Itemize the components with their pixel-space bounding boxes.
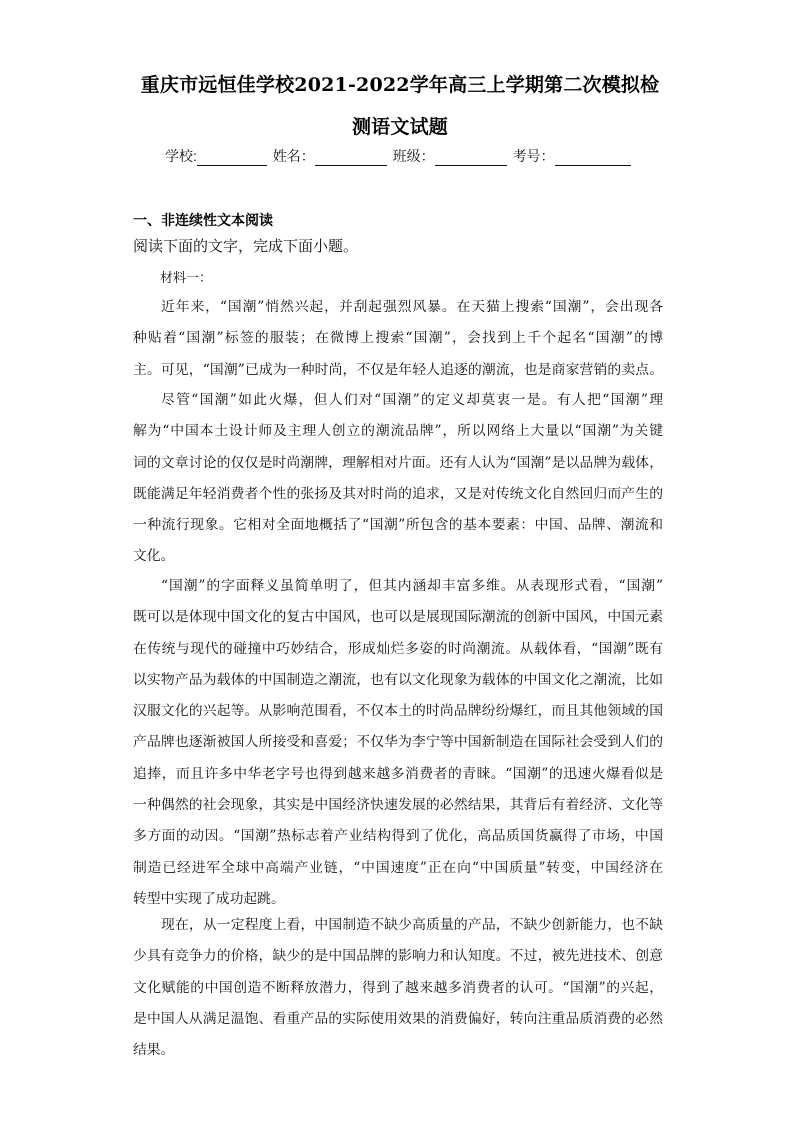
- paragraph-line: 转型中实现了成功起跳。: [133, 890, 285, 907]
- paragraph-line: 产品牌也逐渐被国人所接受和喜爱；不仅华为李宁等中国新制造在国际社会受到人们的: [133, 734, 663, 751]
- paragraph-line: “国潮”的字面释义虽简单明了，但其内涵却丰富多维。从表现形式看，“国潮”: [161, 578, 663, 594]
- paragraph-line: 现在，从一定程度上看，中国制造不缺少高质量的产品，不缺少创新能力，也不缺: [161, 917, 663, 933]
- school-blank[interactable]: [197, 150, 267, 166]
- name-label: 姓名：: [272, 148, 315, 164]
- section-heading: 一、非连续性文本阅读: [133, 212, 273, 228]
- paragraph-4: [133, 910, 663, 1066]
- number-blank[interactable]: [555, 150, 631, 166]
- paragraph-line: 主。可见，“国潮”已成为一种时尚，不仅是年轻人追逐的潮流，也是商家营销的卖点。: [133, 361, 663, 378]
- paragraph-line: 解为“中国本土设计师及主理人创立的潮流品牌”，所以网络上大量以“国潮”为关键: [133, 423, 663, 440]
- paragraph-line: 制造已经进军全球中高端产业链，“中国速度”正在向“中国质量”转变，中国经济在: [133, 859, 663, 876]
- paragraph-line: 一种偶然的社会现象，其实是中国经济快速发展的必然结果，其背后有着经济、文化等: [133, 797, 663, 814]
- paragraph-line: 尽管“国潮”如此火爆，但人们对“国潮”的定义却莫衷一是。有人把“国潮”理: [161, 392, 663, 408]
- number-label: 考号：: [512, 148, 555, 164]
- material-label: 材料一：: [160, 271, 213, 286]
- paragraph-line: 既能满足年轻消费者个性的张扬及其对时尚的追求，又是对传统文化自然回归而产生的: [133, 485, 663, 502]
- name-blank[interactable]: [315, 150, 387, 166]
- paragraph-1: [133, 292, 663, 386]
- paragraph-line: 是中国人从满足温饱、看重产品的实际使用效果的消费偏好，转向注重品质消费的必然: [133, 1010, 663, 1027]
- document-title-line-1: 重庆市远恒佳学校2021-2022学年高三上学期第二次模拟检: [140, 74, 660, 96]
- paragraph-line: 追捧，而且许多中华老字号也得到越来越多消费者的青睐。“国潮”的迅速火爆看似是: [133, 765, 663, 782]
- class-label: 班级：: [392, 148, 435, 164]
- paragraph-line: 种贴着“国潮”标签的服装；在微博上搜索“国潮”，会找到上千个起名“国潮”的博: [133, 330, 663, 347]
- paragraph-line: 近年来，“国潮”悄然兴起，并刮起强烈风暴。在天猫上搜索“国潮”，会出现各: [161, 299, 663, 315]
- paragraph-line: 多方面的动因。“国潮”热标志着产业结构得到了优化，高品质国货赢得了市场，中国: [133, 828, 663, 845]
- class-blank[interactable]: [435, 150, 507, 166]
- paragraph-3: [133, 571, 663, 915]
- paragraph-line: 以实物产品为载体的中国制造之潮流，也有以文化现象为载体的中国文化之潮流，比如: [133, 671, 663, 688]
- paragraph-line: 既可以是体现中国文化的复古中国风，也可以是展现国际潮流的创新中国风，中国元素: [133, 609, 663, 626]
- paragraph-line: 文化。: [133, 548, 175, 565]
- paragraph-line: 文化赋能的中国创造不断释放潜力，得到了越来越多消费者的认可。“国潮”的兴起，: [133, 979, 663, 996]
- paragraph-line: 一种流行现象。它相对全面地概括了“国潮”所包含的基本要素：中国、品牌、潮流和: [133, 517, 663, 534]
- student-info-row: [165, 146, 633, 166]
- paragraph-line: 少具有竞争力的价格，缺少的是中国品牌的影响力和认知度。不过，被先进技术、创意: [133, 948, 663, 965]
- section-instruction: 阅读下面的文字，完成下面小题。: [133, 239, 359, 255]
- paragraph-line: 在传统与现代的碰撞中巧妙结合，形成灿烂多姿的时尚潮流。从载体看，“国潮”既有: [133, 640, 663, 657]
- paragraph-2: [133, 385, 663, 573]
- paragraph-line: 词的文章讨论的仅仅是时尚潮牌，理解相对片面。还有人认为“国潮”是以品牌为载体，: [133, 454, 663, 471]
- school-label: 学校:: [165, 148, 197, 164]
- paragraph-line: 结果。: [133, 1042, 175, 1059]
- paragraph-line: 汉服文化的兴起等。从影响范围看，不仅本土的时尚品牌纷纷爆红，而且其他领域的国: [133, 703, 663, 720]
- document-title-line-2: 测语文试题: [351, 116, 448, 138]
